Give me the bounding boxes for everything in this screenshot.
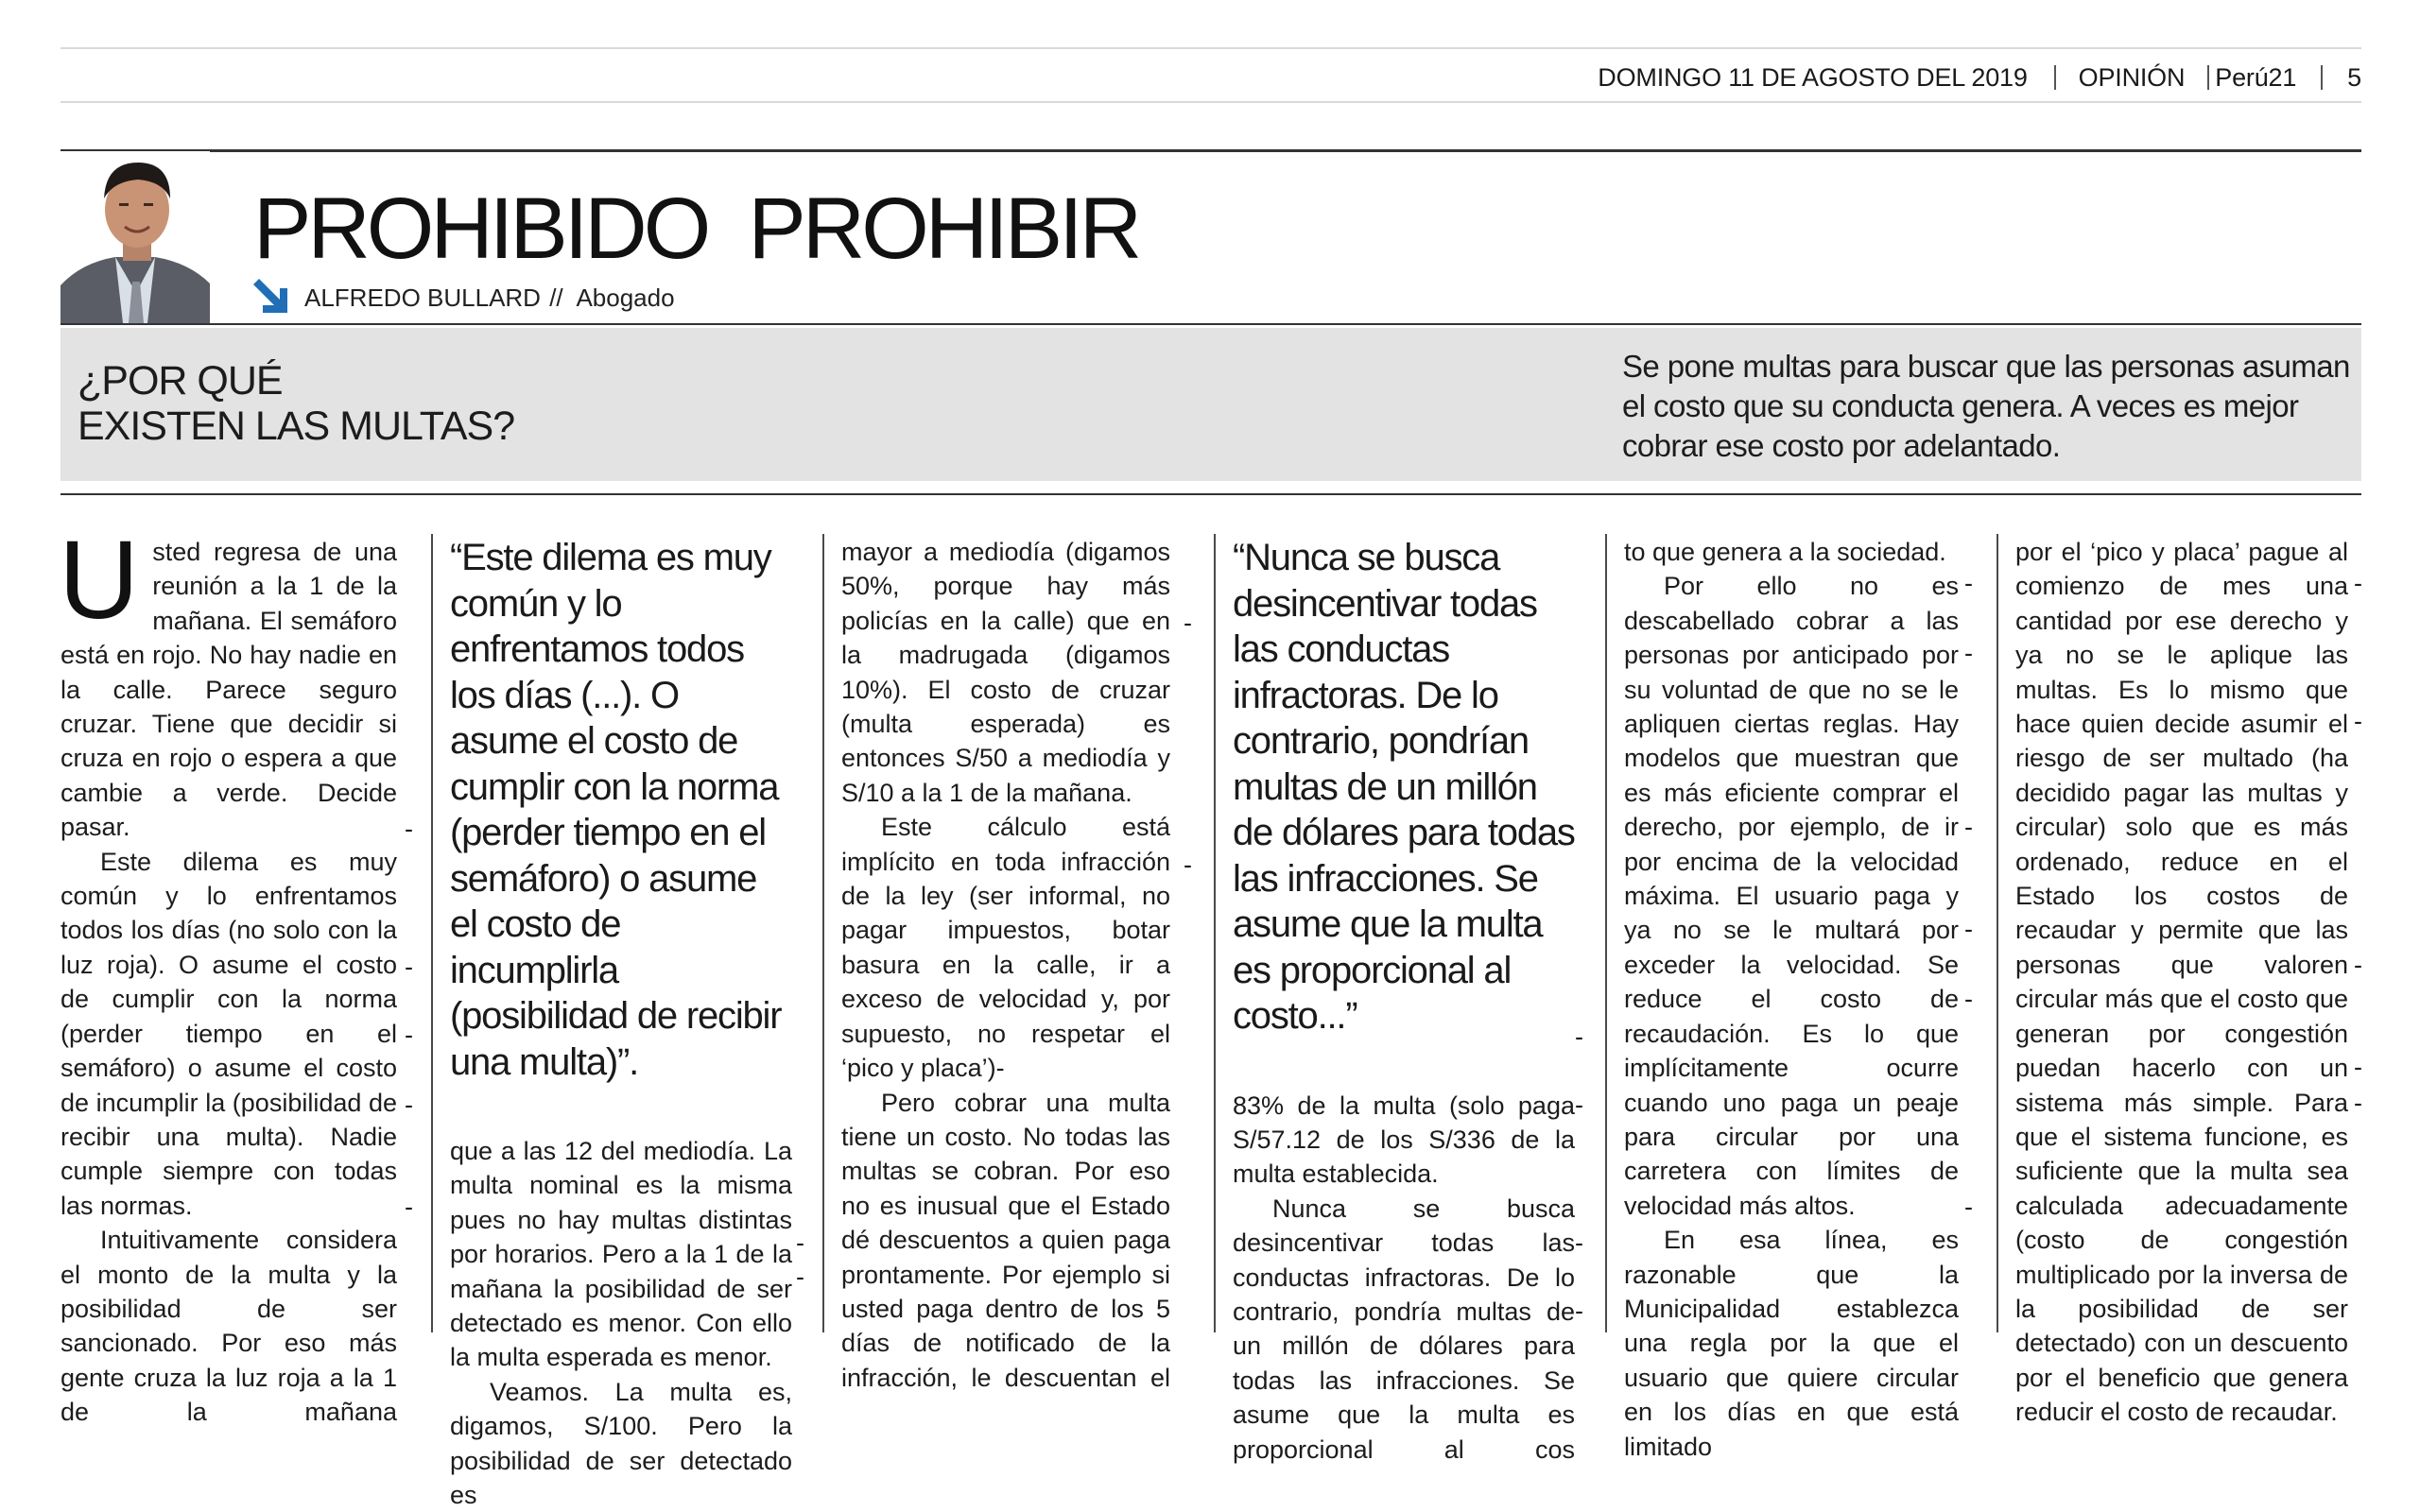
pull-quote — [450, 535, 792, 1085]
article-column-6 — [2015, 535, 2348, 1430]
article-paragraph: Intuitivamente considera el monto de la multa y la posibilidad de ser sancionado. Por eso más gente cruza la luz roja a la 1 de la mañana — [60, 1226, 397, 1427]
article-deck: Se pone multas para buscar que las personas asuman el costo que su conducta genera. A veces es mejor cobrar ese costo por adelantado. — [1622, 349, 2350, 463]
column-title: PROHIBIDO PROHIBIR — [253, 180, 1139, 277]
hyphen-mark: - — [2354, 569, 2362, 597]
article-column-2 — [450, 535, 792, 1512]
headline-line: ¿POR QUÉ — [78, 358, 283, 404]
hyphen-mark: - — [1964, 1193, 1973, 1221]
spacer — [1233, 1040, 1575, 1089]
hyphen-mark: - — [405, 1091, 413, 1119]
folio-section: OPINIÓN — [2078, 62, 2186, 92]
article-paragraph: Veamos. La multa es, digamos, S/100. Pero la posibilidad de ser detectado es — [450, 1377, 792, 1510]
article-paragraph: Pero cobrar una multa tiene un costo. No todas las multas se cobran. Por eso no es inusual que el Estado dé descuentos a quien paga prontamente. Por ejemplo si usted paga dentro de los 5 días de notificado de la infracción, le descuentan el — [841, 1088, 1170, 1392]
hyphen-mark: - — [405, 1193, 413, 1221]
article-paragraph: to que genera a la sociedad. — [1624, 538, 1946, 566]
hyphen-mark: - — [2354, 1089, 2362, 1117]
article-paragraph: mayor a mediodía (digamos 50%, porque hay más policías en la calle) que en la madrugada (digamos 10%). El costo de cruzar (multa esperada) es entonces S/50 a mediodía y S/10 a la 1 de la mañana. — [841, 538, 1170, 807]
hyphen-mark: - — [1964, 813, 1973, 841]
hyphen-mark: - — [1964, 639, 1973, 667]
hyphen-mark: - — [405, 953, 413, 981]
folio-separator — [2054, 65, 2056, 90]
article-paragraph — [59, 518, 397, 845]
article-column-4 — [1233, 535, 1575, 1467]
column-divider — [1214, 534, 1216, 1332]
pull-quote — [1233, 535, 1575, 1040]
hyphen-mark: - — [1575, 1228, 1583, 1257]
article-paragraph: Nunca se busca desincentivar todas las conductas infractoras. De lo contrario, pondría multas de un millón de dólares para todas las infracciones. Se asume que la multa es proporcional al cos — [1233, 1194, 1575, 1464]
band-top-rule — [60, 323, 2361, 325]
folio-brand: Perú21 — [2215, 62, 2297, 92]
column-divider — [822, 534, 824, 1332]
spacer — [450, 1085, 792, 1134]
article-headline — [78, 358, 514, 449]
hyphen-mark: - — [2354, 707, 2362, 735]
article-column-3 — [841, 535, 1170, 1395]
hyphen-mark: - — [1964, 569, 1973, 597]
hyphen-mark: - — [1184, 850, 1192, 879]
column-divider — [1996, 534, 1998, 1332]
hyphen-mark: - — [1575, 1022, 1583, 1051]
folio — [1598, 59, 2361, 96]
folio-separator — [2321, 65, 2323, 90]
hyphen-mark: - — [1184, 609, 1192, 637]
column-divider — [1605, 534, 1607, 1332]
paragraph-text: sted regresa de una reunión a la 1 de la mañana. El semáforo está en rojo. No hay nadie en la calle. Parece seguro cruzar. Tiene que decidir si cruza en rojo o espera a que cambie a verde. Decide pasar. — [60, 538, 397, 842]
folio-separator — [2207, 65, 2209, 90]
headline-line: EXISTEN LAS MULTAS? — [78, 404, 515, 449]
column-divider — [431, 534, 433, 1332]
hyphen-mark: - — [1964, 985, 1973, 1013]
folio-date: DOMINGO 11 DE AGOSTO DEL 2019 — [1598, 62, 2028, 92]
article-paragraph: Por ello no es descabellado cobrar a las personas por anticipado por su voluntad de que no se le apliquen ciertas reglas. Hay modelos que muestran que es más eficiente comprar el derecho, por ejemplo, de ir por encima de la velocidad máxima. El usuario paga y ya no se le multará por exceder la velocidad. Se reduce el costo de recaudación. Es lo que implícitamente ocurre cuando uno paga un peaje para circular por una carretera con límites de velocidad más altos. — [1624, 572, 1959, 1220]
byline-separator: // — [549, 284, 563, 312]
author-name: ALFREDO BULLARD — [304, 284, 541, 312]
arrow-icon — [251, 277, 291, 317]
author-role: Abogado — [576, 284, 675, 312]
hyphen-mark: - — [1575, 1091, 1583, 1119]
folio-rule — [60, 101, 2361, 103]
pull-quote-text: “Este dilema es muy común y lo enfrentamos todos los días (...). O asume el costo de cumplir con la norma (perder tiempo en el semáforo) o asume el costo de incumplirla (posibilidad de recibir una multa)”. — [450, 537, 782, 1083]
header-rule — [60, 149, 2361, 152]
hyphen-mark: - — [1964, 915, 1973, 943]
drop-cap: U — [59, 518, 140, 643]
hyphen-mark: - — [2354, 1053, 2362, 1081]
band-bottom-rule — [60, 493, 2361, 495]
folio-page-number: 5 — [2347, 62, 2361, 92]
hyphen-mark: - — [405, 1021, 413, 1049]
hyphen-mark: - — [2354, 951, 2362, 979]
author-photo — [60, 151, 210, 323]
article-column-1 — [59, 518, 397, 1430]
top-rule — [60, 47, 2361, 49]
pull-quote-text: “Nunca se busca desincentivar todas las conductas infractoras. De lo contrario, pondrían multas de un millón de dólares para todas las infracciones. Se asume que la multa es proporcional al costo...” — [1233, 537, 1575, 1037]
article-paragraph: que a las 12 del mediodía. La multa nominal es la misma pues no hay multas distintas por horarios. Pero a la 1 de la mañana la posibilidad de ser detectado es menor. Con ello la multa esperada es menor. — [450, 1137, 792, 1372]
article-paragraph: En esa línea, es razonable que la Municipalidad establezca una regla por la que el usuario que quiere circular en los días en que está limitado — [1624, 1226, 1959, 1461]
article-paragraph: por el ‘pico y placa’ pague al comienzo de mes una cantidad por ese derecho y ya no se le aplique las multas. Es lo mismo que hace quien decide asumir el riesgo de ser multado (ha decidido pagar las multas y circular) solo que es más ordenado, reduce en el Estado los costos de recaudar y permite que las personas que valoren circular más que el costo que generan por congestión puedan hacerlo con un sistema más simple. Para que el sistema funcione, es suficiente que la multa sea calculada adecuadamente (costo de congestión multiplicado por la inversa de la posibilidad de ser detectado) con un descuento por el beneficio que genera reducir el costo de recaudar. — [2015, 538, 2348, 1427]
hyphen-mark: - — [1575, 1297, 1583, 1325]
hyphen-mark: - — [405, 815, 413, 843]
article-paragraph: Este cálculo está implícito en toda infracción de la ley (ser informal, no pagar impuestos, botar basura en la calle, ir a exceso de velocidad y, por supuesto, no respetar el ‘pico y placa’)- — [841, 813, 1170, 1083]
article-paragraph: Este dilema es muy común y lo enfrentamos todos los días (no solo con la luz roja). O asume el costo de cumplir con la norma (perder tiempo en el semáforo) o asume el costo de incumplir la (posibilidad de recibir una multa). Nadie cumple siempre con todas las normas. — [60, 847, 397, 1220]
hyphen-mark: - — [796, 1228, 804, 1257]
byline — [304, 284, 675, 313]
article-paragraph: 83% de la multa (solo paga S/57.12 de los S/336 de la multa establecida. — [1233, 1091, 1575, 1189]
hyphen-mark: - — [796, 1263, 804, 1291]
article-column-5 — [1624, 535, 1959, 1464]
